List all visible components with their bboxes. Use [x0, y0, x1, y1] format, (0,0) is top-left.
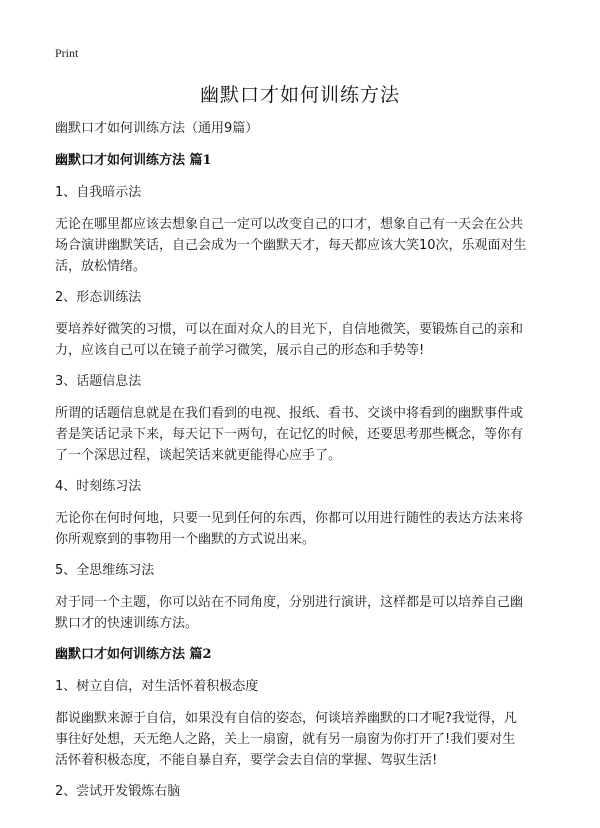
paragraph [55, 214, 550, 277]
paragraph-line: 无论在哪里都应该去想象自己一定可以改变自己的口才，想象自己有一天会在公共 [55, 217, 524, 232]
paragraph-line: 默口才的快速训练方法。 [55, 616, 199, 631]
item-heading: 4、时刻练习法 [55, 479, 142, 494]
paragraph [55, 592, 550, 634]
paragraph [55, 708, 550, 771]
section-heading: 幽默口才如何训练方法 篇1 [55, 153, 212, 168]
paragraph-line: 所谓的话题信息就是在我们看到的电视、报纸、看书、交谈中将看到的幽默事件或 [55, 406, 524, 421]
paragraph-line: 场合演讲幽默笑话，自己会成为一个幽默天才，每天都应该大笑10次，乐观面对生 [55, 238, 527, 253]
document-body [55, 118, 550, 813]
paragraph-line: 对于同一个主题，你可以站在不同角度，分别进行演讲，这样都是可以培养自己幽 [55, 595, 524, 610]
item-heading: 5、全思维练习法 [55, 563, 155, 578]
paragraph-line: 无论你在何时何地，只要一见到任何的东西，你都可以用进行随性的表达方法来将 [55, 511, 524, 526]
print-link[interactable]: Print [55, 46, 79, 60]
page-title: 幽默口才如何训练方法 [199, 84, 400, 106]
item-heading: 3、话题信息法 [55, 374, 142, 389]
paragraph-line: 要培养好微笑的习惯，可以在面对众人的目光下，自信地微笑，要锻炼自己的亲和 [55, 322, 524, 337]
item-heading: 2、尝试开发锻炼右脑 [55, 784, 181, 799]
item-heading: 1、自我暗示法 [55, 185, 142, 200]
paragraph [55, 508, 550, 550]
item-heading: 1、树立自信，对生活怀着积极态度 [55, 679, 259, 694]
paragraph-line: 都说幽默来源于自信，如果没有自信的姿态，何谈培养幽默的口才呢?我觉得，凡 [55, 711, 517, 726]
section-heading: 幽默口才如何训练方法 篇2 [55, 647, 212, 662]
paragraph-line: 事往好处想，天无绝人之路，关上一扇窗，就有另一扇窗为你打开了!我们要对生 [55, 732, 516, 747]
paragraph-line: 了一个深思过程，谈起笑话来就更能得心应手了。 [55, 448, 342, 463]
document-subtitle: 幽默口才如何训练方法（通用9篇） [55, 121, 259, 136]
item-heading: 2、形态训练法 [55, 290, 142, 305]
paragraph-line: 力，应该自己可以在镜子前学习微笑，展示自己的形态和手势等! [55, 343, 425, 358]
paragraph [55, 319, 550, 361]
paragraph-line: 你所观察到的事物用一个幽默的方式说出来。 [55, 532, 316, 547]
paragraph [55, 403, 550, 466]
paragraph-line: 活，放松情绪。 [55, 259, 147, 274]
paragraph-line: 者是笑话记录下来，每天记下一两句，在记忆的时候，还要思考那些概念，等你有 [55, 427, 524, 442]
paragraph-line: 活怀着积极态度，不能自暴自弃，要学会去自信的掌握、驾驭生活! [55, 753, 438, 768]
